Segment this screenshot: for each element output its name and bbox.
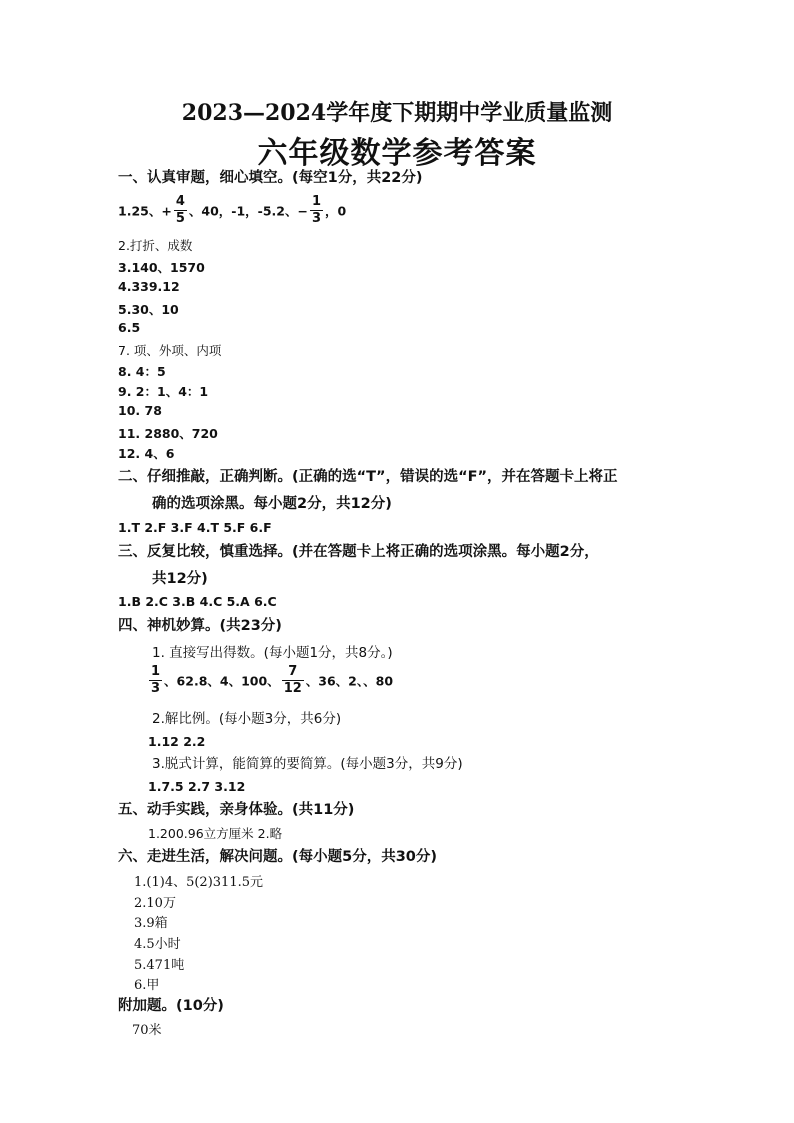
fraction-denominator: 3 — [151, 681, 161, 696]
fraction-4-5 — [174, 194, 187, 227]
fraction-denominator: 12 — [283, 681, 302, 696]
s6-answer-5: 5.471吨 — [134, 958, 185, 973]
s1-answer-3: 3.140、1570 — [118, 260, 205, 275]
fraction-denominator: 5 — [175, 211, 185, 226]
s1-answer-9: 9. 2：1、4：1 — [118, 384, 209, 399]
s1-answer-5: 5.30、10 — [118, 302, 179, 317]
s4-sub3-answers: 1.7.5 2.7 3.12 — [148, 779, 246, 794]
extra-heading: 附加题。(10分) — [118, 998, 224, 1014]
s4-sub1-answers — [149, 664, 393, 697]
fraction-numerator: 4 — [175, 194, 185, 209]
s1-answer-4: 4.339.12 — [118, 279, 180, 294]
s1-answer-10: 10. 78 — [118, 403, 162, 418]
q1-middle: 、40，-1，-5.2、− — [188, 203, 308, 219]
section-4-heading: 四、神机妙算。(共23分) — [118, 618, 282, 634]
s6-answer-6: 6.甲 — [134, 978, 160, 993]
sub1-suffix: 、36、2、、80 — [305, 673, 394, 689]
section-3-heading-cont: 共12分) — [152, 571, 208, 587]
section-2-answers: 1.T 2.F 3.F 4.T 5.F 6.F — [118, 520, 272, 535]
fraction-numerator: 7 — [282, 664, 304, 681]
section-3-answers: 1.B 2.C 3.B 4.C 5.A 6.C — [118, 594, 277, 609]
section-1-heading: 一、认真审题，细心填空。(每空1分，共22分) — [118, 170, 423, 186]
fraction-1-3 — [149, 664, 162, 697]
s4-sub3-heading: 3.脱式计算，能简算的要简算。(每小题3分，共9分) — [152, 756, 463, 772]
s1-answer-12: 12. 4、6 — [118, 446, 175, 461]
s4-sub2-heading: 2.解比例。(每小题3分，共6分) — [152, 711, 342, 727]
s4-sub1-heading: 1. 直接写出得数。(每小题1分，共8分。) — [152, 645, 393, 661]
q1-suffix: ，0 — [325, 203, 347, 219]
s1-answer-8: 8. 4：5 — [118, 364, 166, 379]
document-title: 2023—2024学年度下期期中学业质量监测 — [181, 100, 613, 126]
s1-answer-6: 6.5 — [118, 320, 141, 335]
s1-answer-2: 2.打折、成数 — [118, 238, 193, 253]
section-5-heading: 五、动手实践，亲身体验。(共11分) — [118, 802, 355, 818]
fraction-1-3 — [310, 194, 323, 227]
fraction-7-12 — [282, 664, 304, 697]
section-6-heading: 六、走进生活，解决问题。(每小题5分，共30分) — [118, 849, 438, 865]
s1-answer-7: 7. 项、外项、内项 — [118, 343, 222, 358]
section-5-answers: 1.200.96立方厘米 2.略 — [148, 826, 283, 841]
s6-answer-4: 4.5小时 — [134, 937, 181, 952]
q1-prefix: 1.25、+ — [118, 203, 172, 219]
document-subtitle: 六年级数学参考答案 — [257, 136, 537, 171]
sub1-middle: 、62.8、4、100、 — [164, 673, 280, 689]
fraction-numerator: 1 — [311, 194, 322, 209]
s6-answer-1: 1.(1)4、5(2)311.5元 — [134, 875, 263, 890]
section-2-heading: 二、仔细推敲，正确判断。(正确的选“T”，错误的选“F”，并在答题卡上将正 — [118, 469, 618, 485]
s1-answer-1 — [118, 194, 346, 227]
fraction-denominator: 3 — [311, 211, 322, 226]
section-2-heading-cont: 确的选项涂黑。每小题2分，共12分) — [152, 496, 392, 512]
fraction-numerator: 1 — [151, 664, 161, 679]
s6-answer-2: 2.10万 — [134, 896, 176, 911]
section-3-heading: 三、反复比较，慎重选择。(并在答题卡上将正确的选项涂黑。每小题2分， — [118, 544, 599, 560]
s6-answer-3: 3.9箱 — [134, 916, 168, 931]
s1-answer-11: 11. 2880、720 — [118, 426, 218, 441]
extra-answer: 70米 — [132, 1023, 162, 1038]
s4-sub2-answers: 1.12 2.2 — [148, 734, 206, 749]
